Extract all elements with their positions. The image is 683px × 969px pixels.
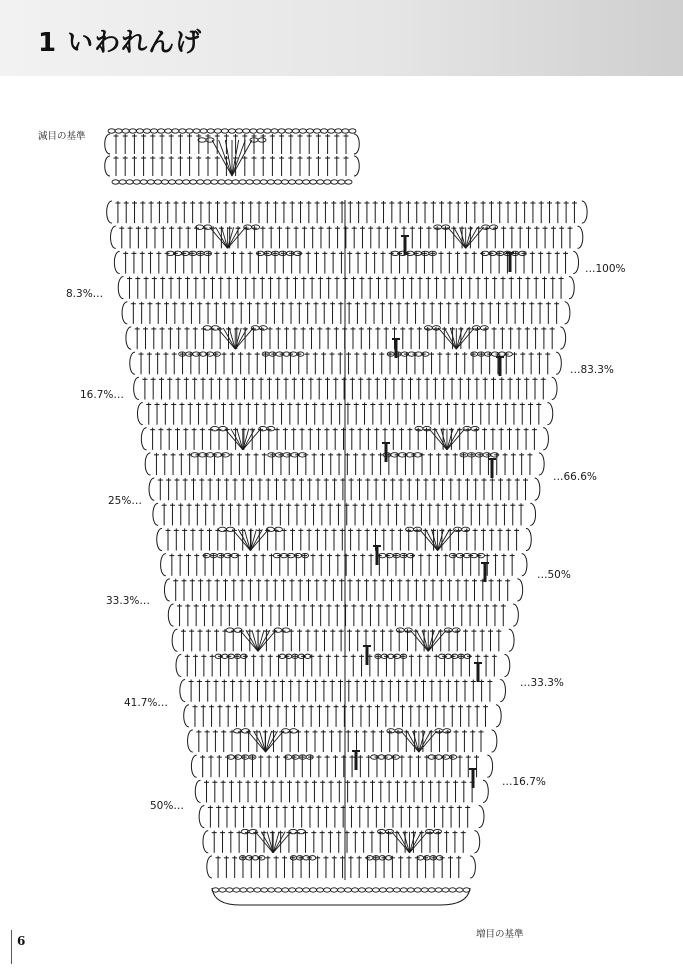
turning-loop [176, 654, 181, 676]
turning-loop [172, 629, 177, 651]
turning-loop [582, 201, 587, 223]
turning-loop [509, 629, 514, 651]
bottom-edge-chain [275, 888, 282, 892]
bottom-edge-chain [226, 888, 233, 892]
fan-motif [238, 529, 250, 550]
turning-loop [552, 377, 557, 399]
swatch-bottom-chain [112, 180, 119, 184]
fan-motif [438, 529, 450, 550]
turning-loop [188, 730, 193, 752]
swatch-bottom-chain [161, 180, 168, 184]
right-percent-label: …66.6% [553, 471, 597, 483]
bottom-edge-curve [212, 888, 470, 905]
swatch-fan-chain [258, 138, 266, 142]
fan-motif-chain [289, 829, 297, 833]
fan-motif-chain [424, 326, 432, 330]
bottom-edge-chain [435, 888, 442, 892]
left-percent-label: 25%… [108, 495, 142, 507]
swatch-top-chain [236, 129, 243, 133]
turning-loop [203, 831, 208, 853]
bottom-edge-chain [372, 888, 379, 892]
swatch-top-chain [228, 129, 235, 133]
bottom-edge-chain [379, 888, 386, 892]
left-percent-label: 16.7%… [80, 389, 124, 401]
turning-loop [134, 377, 139, 399]
turning-loop [517, 579, 522, 601]
bottom-edge-chain [407, 888, 414, 892]
swatch-turning-loop [354, 134, 359, 154]
fan-motif-chain [396, 628, 404, 632]
swatch-turning-loop [105, 134, 110, 154]
right-percent-label: …100% [585, 263, 626, 275]
swatch-bottom-chain [345, 180, 352, 184]
bottom-edge-chain [303, 888, 310, 892]
bottom-edge-chain [456, 888, 463, 892]
fan-motif-chain [226, 527, 234, 531]
turning-loop [157, 528, 162, 550]
swatch-top-chain [257, 129, 264, 133]
swatch-turning-loop [354, 156, 359, 176]
swatch-bottom-chain [324, 180, 331, 184]
fan-motif-chain [282, 729, 290, 733]
fan-motif [410, 832, 422, 853]
swatch-bottom-chain [239, 180, 246, 184]
bottom-edge-chain [268, 888, 275, 892]
bottom-edge-chain [261, 888, 268, 892]
turning-loop [573, 251, 578, 273]
swatch-bottom-chain [176, 180, 183, 184]
fan-motif-chain [203, 326, 211, 330]
bottom-edge-chain [233, 888, 240, 892]
fan-motif-chain [251, 326, 259, 330]
left-percent-label: 50%… [150, 800, 184, 812]
page-title: 1 いわれんげ [38, 28, 203, 58]
swatch-bottom-chain [260, 180, 267, 184]
turning-loop [184, 705, 189, 727]
fan-motif [466, 227, 478, 248]
bottom-edge-chain [219, 888, 226, 892]
swatch-fan [219, 140, 232, 176]
fan-motif-chain [482, 225, 490, 229]
fan-motif [416, 630, 428, 651]
bottom-edge-chain [282, 888, 289, 892]
turning-loop [556, 352, 561, 374]
fan-motif [243, 429, 255, 450]
turning-loop [483, 780, 488, 802]
bottom-edge-chain [449, 888, 456, 892]
fan-motif-chain [480, 326, 488, 330]
fan-motif [456, 328, 468, 349]
swatch-bottom-chain [303, 180, 310, 184]
fan-motif-chain [244, 225, 252, 229]
swatch-top-chain [179, 129, 186, 133]
turning-loop [470, 856, 475, 878]
bottom-edge-chain [344, 888, 351, 892]
bottom-edge-chain [247, 888, 254, 892]
swatch-top-chain [200, 129, 207, 133]
bottom-edge-chain [365, 888, 372, 892]
fan-motif [435, 429, 447, 450]
swatch-top-chain [158, 129, 165, 133]
page-number: 6 [17, 934, 26, 948]
turning-loop [137, 402, 142, 424]
turning-loop [122, 302, 127, 324]
turning-loop [161, 554, 166, 576]
fan-motif-chain [462, 527, 470, 531]
swatch-top-chain [285, 129, 292, 133]
swatch-fan-chain [206, 138, 214, 142]
fan-motif-chain [252, 225, 260, 229]
turning-loop [114, 251, 119, 273]
turning-loop [565, 302, 570, 324]
bottom-edge-chain [338, 888, 345, 892]
turning-loop [474, 831, 479, 853]
swatch-top-chain [129, 129, 136, 133]
turning-loop [207, 856, 212, 878]
swatch-bottom-chain [197, 180, 204, 184]
swatch-top-chain [306, 129, 313, 133]
swatch-bottom-chain [246, 180, 253, 184]
turning-loop [526, 528, 531, 550]
swatch-top-chain [278, 129, 285, 133]
swatch-bottom-chain [119, 180, 126, 184]
turning-loop [547, 402, 552, 424]
fan-motif-chain [219, 426, 227, 430]
fan-motif [426, 529, 438, 550]
swatch-top-chain [342, 129, 349, 133]
fan-motif [246, 630, 258, 651]
turning-loop [199, 805, 204, 827]
swatch-bottom-chain [253, 180, 260, 184]
turning-loop [479, 805, 484, 827]
fan-motif-chain [241, 829, 249, 833]
swatch-top-chain [335, 129, 342, 133]
swatch-bottom-chain [218, 180, 225, 184]
swatch-top-chain [321, 129, 328, 133]
swatch-top-chain [143, 129, 150, 133]
swatch-bottom-chain [183, 180, 190, 184]
turning-loop [153, 503, 158, 525]
fan-motif-chain [452, 628, 460, 632]
fan-motif-chain [415, 426, 423, 430]
bottom-edge-chain [331, 888, 338, 892]
fan-motif-chain [395, 729, 403, 733]
turning-loop [560, 327, 565, 349]
right-percent-label: …16.7% [502, 776, 546, 788]
fan-motif-chain [211, 326, 219, 330]
fan-motif [407, 731, 419, 752]
fan-motif [266, 731, 278, 752]
fan-motif [419, 731, 431, 752]
swatch-top-chain [221, 129, 228, 133]
swatch-top-chain [165, 129, 172, 133]
swatch-top-chain [250, 129, 257, 133]
turning-loop [180, 680, 185, 702]
turning-loop [496, 705, 501, 727]
swatch-top-chain [115, 129, 122, 133]
fan-motif-chain [267, 426, 275, 430]
fan-motif-chain [290, 729, 298, 733]
fan-motif-chain [404, 628, 412, 632]
swatch-top-chain [136, 129, 143, 133]
turning-loop [118, 277, 123, 299]
swatch-top-chain [292, 129, 299, 133]
turning-loop [191, 755, 196, 777]
turning-loop [168, 604, 173, 626]
turning-loop [141, 428, 146, 450]
fan-motif-chain [434, 225, 442, 229]
right-percent-label: …83.3% [570, 364, 614, 376]
bottom-edge-chain [324, 888, 331, 892]
swatch-top-chain [313, 129, 320, 133]
bottom-edge-chain [289, 888, 296, 892]
left-percent-label: 33.3%… [106, 595, 150, 607]
fan-motif-chain [444, 628, 452, 632]
fan-motif [254, 731, 266, 752]
right-percent-label: …50% [537, 569, 571, 581]
fan-motif [428, 630, 440, 651]
turning-loop [505, 654, 510, 676]
turning-loop [578, 226, 583, 248]
fan-motif-chain [435, 729, 443, 733]
swatch-top-chain [299, 129, 306, 133]
swatch-bottom-chain [140, 180, 147, 184]
fan-motif-chain [386, 829, 394, 833]
swatch-bottom-chain [296, 180, 303, 184]
swatch-bottom-chain [154, 180, 161, 184]
bottom-edge-chain [351, 888, 358, 892]
turning-loop [522, 554, 527, 576]
right-percent-label: …33.3% [520, 677, 564, 689]
swatch-bottom-chain [147, 180, 154, 184]
fan-motif-chain [259, 326, 267, 330]
bottom-edge-chain [442, 888, 449, 892]
bottom-edge-chain [421, 888, 428, 892]
fan-motif [454, 227, 466, 248]
bottom-edge-chain [414, 888, 421, 892]
turning-loop [130, 352, 135, 374]
fan-motif [258, 630, 270, 651]
swatch-bottom-chain [232, 180, 239, 184]
turning-loop [530, 503, 535, 525]
fan-motif-chain [454, 527, 462, 531]
left-percent-label: 8.3%… [66, 288, 104, 300]
fan-motif [223, 328, 235, 349]
fan-motif-chain [297, 829, 305, 833]
swatch-bottom-chain [133, 180, 140, 184]
swatch-bottom-chain [338, 180, 345, 184]
increase-reference-label: 増目の基準 [476, 929, 524, 940]
bottom-edge-chain [358, 888, 365, 892]
fan-motif-chain [414, 527, 422, 531]
turning-loop [126, 327, 131, 349]
bottom-edge-chain [317, 888, 324, 892]
swatch-bottom-chain [204, 180, 211, 184]
swatch-top-chain [108, 129, 115, 133]
swatch-top-chain [151, 129, 158, 133]
fan-motif [398, 832, 410, 853]
fan-motif-chain [443, 729, 451, 733]
swatch-top-chain [193, 129, 200, 133]
swatch-top-chain [271, 129, 278, 133]
swatch-top-chain [172, 129, 179, 133]
decrease-reference-label: 減目の基準 [38, 131, 86, 142]
swatch-top-chain [207, 129, 214, 133]
fan-motif-chain [490, 225, 498, 229]
turning-loop [492, 730, 497, 752]
bottom-edge-chain [310, 888, 317, 892]
swatch-top-chain [243, 129, 250, 133]
turning-loop [513, 604, 518, 626]
swatch-bottom-chain [281, 180, 288, 184]
swatch-top-chain [122, 129, 129, 133]
bottom-edge-chain [240, 888, 247, 892]
bottom-edge-chain [386, 888, 393, 892]
swatch-top-chain [328, 129, 335, 133]
fan-motif [250, 529, 262, 550]
fan-motif-chain [463, 426, 471, 430]
swatch-top-chain [349, 129, 356, 133]
turning-loop [500, 680, 505, 702]
swatch-bottom-chain [288, 180, 295, 184]
swatch-bottom-chain [225, 180, 232, 184]
swatch-bottom-chain [274, 180, 281, 184]
turning-loop [539, 453, 544, 475]
fan-motif [231, 429, 243, 450]
fan-motif-chain [426, 829, 434, 833]
swatch-bottom-chain [317, 180, 324, 184]
turning-loop [164, 579, 169, 601]
bottom-edge-chain [254, 888, 261, 892]
margin-rule [11, 930, 12, 964]
bottom-edge-chain [296, 888, 303, 892]
turning-loop [107, 201, 112, 223]
bottom-edge-chain [400, 888, 407, 892]
fan-motif [273, 832, 285, 853]
swatch-bottom-chain [126, 180, 133, 184]
left-percent-label: 41.7%… [124, 697, 168, 709]
fan-motif-chain [472, 326, 480, 330]
swatch-bottom-chain [190, 180, 197, 184]
fan-motif-chain [234, 628, 242, 632]
fan-motif-chain [434, 829, 442, 833]
fan-motif-chain [406, 527, 414, 531]
fan-motif-chain [378, 829, 386, 833]
turning-loop [145, 453, 150, 475]
fan-motif-chain [471, 426, 479, 430]
bottom-edge-chain [393, 888, 400, 892]
swatch-bottom-chain [331, 180, 338, 184]
turning-loop [111, 226, 116, 248]
fan-motif [444, 328, 456, 349]
swatch-top-chain [264, 129, 271, 133]
turning-loop [149, 478, 154, 500]
fan-motif-chain [387, 729, 395, 733]
bottom-edge-chain [428, 888, 435, 892]
fan-motif [447, 429, 459, 450]
turning-loop [487, 755, 492, 777]
swatch-bottom-chain [211, 180, 218, 184]
turning-loop [543, 428, 548, 450]
fan-motif [261, 832, 273, 853]
swatch-bottom-chain [310, 180, 317, 184]
turning-loop [535, 478, 540, 500]
turning-loop [195, 780, 200, 802]
swatch-bottom-chain [267, 180, 274, 184]
turning-loop [569, 277, 574, 299]
swatch-turning-loop [105, 156, 110, 176]
swatch-top-chain [186, 129, 193, 133]
fan-motif-chain [211, 426, 219, 430]
fan-motif-chain [218, 527, 226, 531]
swatch-top-chain [214, 129, 221, 133]
swatch-bottom-chain [168, 180, 175, 184]
